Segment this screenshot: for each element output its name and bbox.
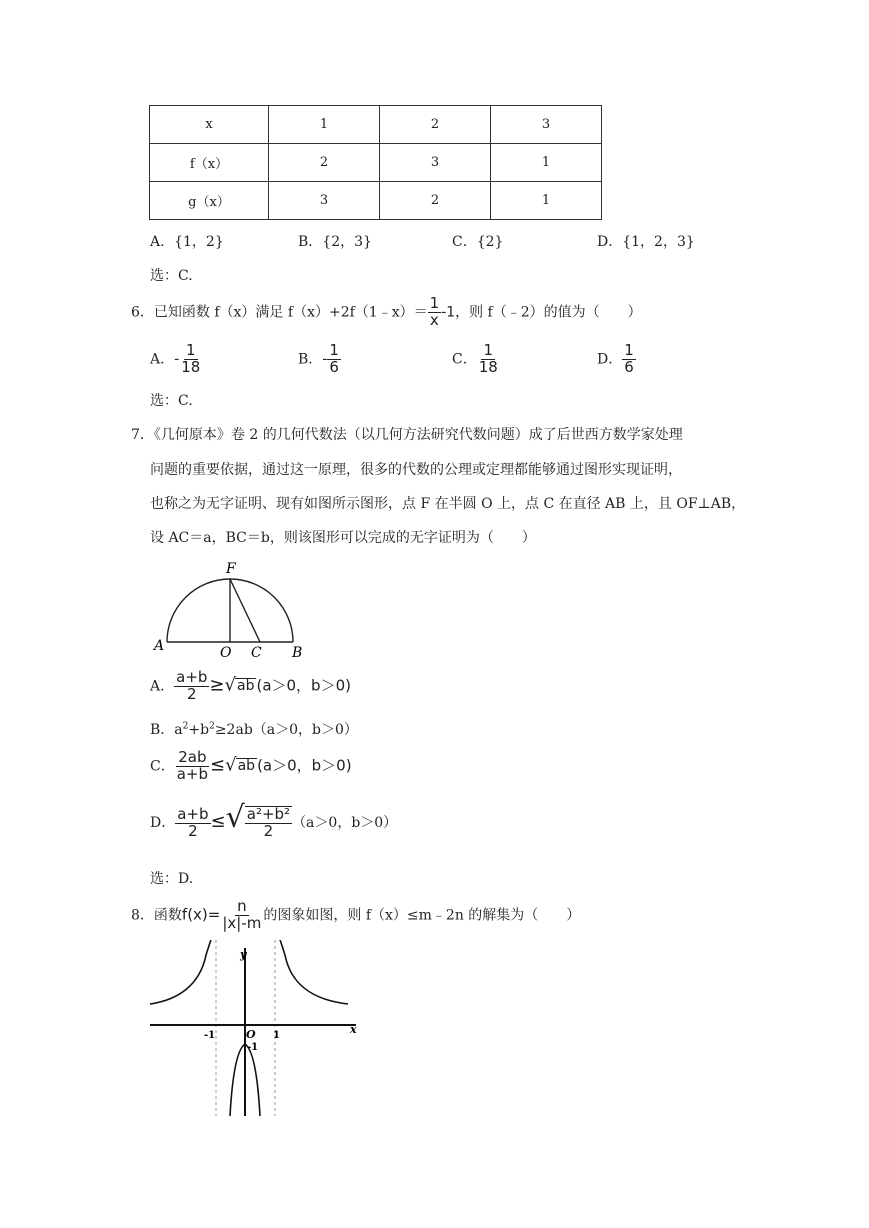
table-cell: 3 xyxy=(269,182,380,220)
fraction-denominator: 6 xyxy=(624,357,634,376)
fraction-denominator: x xyxy=(429,310,439,329)
q7-line-1: 7．《几何原本》卷 2 的几何代数法（以几何方法研究代数问题）成了后世西方数学家处理 xyxy=(131,427,683,443)
table-row xyxy=(150,144,602,182)
q6-option-b xyxy=(298,343,341,376)
condition: (a＞0，b＞0) xyxy=(256,676,351,695)
q8-stem-post: 的图象如图，则 f（x）≤m﹣2n 的解集为（ ） xyxy=(263,907,581,924)
fraction-denominator: 2 xyxy=(263,822,274,840)
function-value-table xyxy=(149,105,602,220)
curve-left-branch xyxy=(150,940,211,1004)
option-label: D． xyxy=(597,351,623,368)
fraction-denominator: 18 xyxy=(478,357,498,376)
fraction-numerator: a+b xyxy=(176,668,208,686)
q7-option-c xyxy=(150,750,352,783)
fraction-denominator: 18 xyxy=(181,357,201,376)
q7-option-b xyxy=(150,719,358,739)
option-label: D． xyxy=(150,815,176,831)
table-cell: 3 xyxy=(380,144,491,182)
fraction-denominator: a+b xyxy=(176,764,209,783)
q7-option-d xyxy=(150,800,398,840)
option-label: B． xyxy=(298,351,323,368)
q6-stem-post: ，则 f（﹣2）的值为（ ） xyxy=(455,304,642,321)
fraction-denominator: 6 xyxy=(329,357,339,376)
option-label: A． xyxy=(150,678,175,695)
q5-option-c: C．{2} xyxy=(452,234,504,250)
label-a: A xyxy=(154,638,165,654)
relation-symbol: ≤ xyxy=(210,811,226,832)
q6-option-a xyxy=(150,343,202,376)
option-fraction xyxy=(179,343,202,376)
term-plus-b: +b xyxy=(188,722,210,738)
fraction-numerator: n xyxy=(237,897,247,915)
option-label: C． xyxy=(150,758,175,775)
label-one-x: 1 xyxy=(273,1030,280,1041)
q6-stem-pre: 6．已知函数 f（x）满足 f（x）+2f（1﹣x）＝ xyxy=(131,304,428,321)
radical-sign: √ xyxy=(224,674,236,696)
label-origin: O xyxy=(246,1028,256,1041)
q7-line-2: 问题的重要依据，通过这一原理，很多的代数的公理或定理都能够通过图形实现证明， xyxy=(150,462,682,478)
q7-option-a xyxy=(150,670,351,703)
label-o: O xyxy=(220,645,232,660)
radical-sign: √ xyxy=(225,800,245,835)
q6-stem-fraction xyxy=(428,296,442,329)
condition: （a＞0，b＞0） xyxy=(292,815,398,831)
fraction-numerator: 1 xyxy=(185,341,196,359)
fraction-numerator: 1 xyxy=(483,341,494,359)
q7-line-3: 也称之为无字证明、现有如图所示图形，点 F 在半圆 O 上，点 C 在直径 AB 上，且 OF⊥AB， xyxy=(150,496,746,512)
semicircle-figure xyxy=(150,556,310,660)
option-fraction xyxy=(175,804,210,840)
option-fraction xyxy=(174,670,209,703)
label-b: B xyxy=(292,645,303,660)
q8-function-name: f(x)= xyxy=(181,905,221,924)
exponent: 2 xyxy=(182,721,189,732)
option-label: B． xyxy=(150,722,175,738)
table-cell: 1 xyxy=(491,144,602,182)
fraction-numerator: 1 xyxy=(329,341,339,359)
q6-option-d xyxy=(597,343,636,376)
table-cell: x xyxy=(150,106,269,144)
relation-symbol: ≤ xyxy=(210,754,226,776)
q8-stem-pre: 8．函数 xyxy=(131,907,182,924)
table-cell: 1 xyxy=(269,106,380,144)
radicand: ab xyxy=(237,758,256,775)
label-neg-one-x: -1 xyxy=(204,1030,216,1041)
q6-stem xyxy=(131,296,642,329)
radicand: ab xyxy=(237,678,255,695)
label-x-axis: x xyxy=(350,1023,357,1036)
table-cell: g（x） xyxy=(150,182,269,220)
fraction-numerator: a²+b² xyxy=(246,805,291,824)
segment-fc xyxy=(230,579,260,642)
option-sign: - xyxy=(322,351,328,368)
function-graph xyxy=(148,940,363,1118)
option-fraction xyxy=(327,343,341,376)
label-c: C xyxy=(251,645,262,660)
q5-answer: 选：C. xyxy=(150,268,193,284)
exponent: 2 xyxy=(209,721,215,732)
q7-line-4: 设 AC＝a，BC＝b，则该图形可以完成的无字证明为（ ） xyxy=(150,530,536,546)
table-cell: 2 xyxy=(380,182,491,220)
inequality-rest: ≥2ab（a＞0，b＞0） xyxy=(214,722,358,738)
radicand-fraction xyxy=(245,806,292,840)
table-cell: 3 xyxy=(491,106,602,144)
q6-stem-mid: -1 xyxy=(441,304,456,321)
relation-symbol: ≥ xyxy=(209,674,225,696)
fraction-denominator: 2 xyxy=(187,684,197,703)
label-f: F xyxy=(226,561,236,577)
label-neg-one-y: -1 xyxy=(247,1042,259,1053)
q6-option-c xyxy=(452,343,500,376)
table-row xyxy=(150,182,602,220)
table-cell: f（x） xyxy=(150,144,269,182)
q7-answer: 选：D. xyxy=(150,871,194,887)
fraction-denominator: |x|-m xyxy=(222,913,262,932)
fraction-denominator: 2 xyxy=(188,821,198,840)
option-label: A． xyxy=(150,351,175,368)
q8-fraction xyxy=(220,899,263,932)
q5-option-b: B．{2，3} xyxy=(298,234,372,250)
fraction-numerator: 1 xyxy=(429,294,440,312)
label-y-axis: y xyxy=(240,948,247,961)
option-fraction xyxy=(175,750,210,783)
q5-option-d: D．{1，2，3} xyxy=(597,234,695,250)
radical-sign: √ xyxy=(225,754,237,776)
option-fraction xyxy=(477,343,500,376)
fraction-numerator: a+b xyxy=(177,804,209,823)
table-cell: 2 xyxy=(380,106,491,144)
table-header-row xyxy=(150,106,602,144)
q5-option-a: A．{1，2} xyxy=(150,234,224,250)
q8-stem xyxy=(131,899,580,932)
fraction-numerator: 1 xyxy=(624,341,634,359)
table-cell: 1 xyxy=(491,182,602,220)
table-cell: 2 xyxy=(269,144,380,182)
term-a: a xyxy=(174,722,183,738)
fraction-numerator: 2ab xyxy=(178,748,207,766)
q6-answer: 选：C. xyxy=(150,393,193,409)
option-label: C． xyxy=(452,351,477,368)
option-fraction xyxy=(622,343,636,376)
condition: (a＞0，b＞0) xyxy=(257,756,352,775)
curve-right-branch xyxy=(280,940,348,1004)
option-sign: - xyxy=(174,351,180,368)
